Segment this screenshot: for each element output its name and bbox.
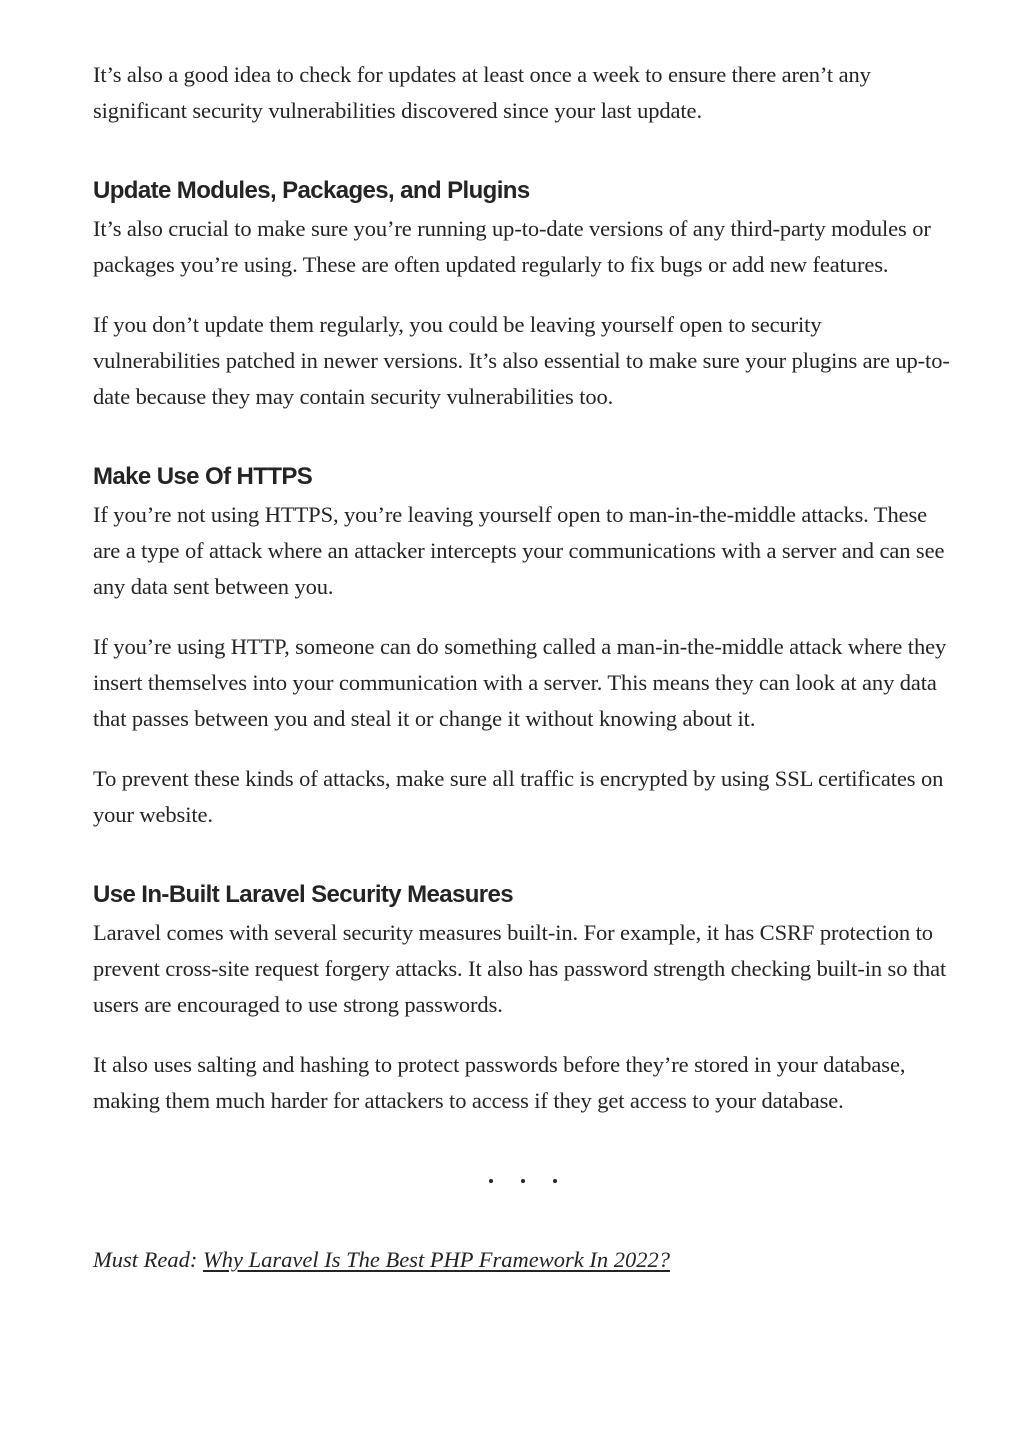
section-heading-laravel-security: Use In-Built Laravel Security Measures [93,881,514,908]
section-paragraph: If you’re using HTTP, someone can do something called a man-in-the-middle attack where they insert themselves into your communication with a server. This means they can look at any data that passes between you and steal it or change it without knowing about it. [93,634,947,731]
must-read-prefix: Must Read: [93,1247,203,1272]
section-heading-https: Make Use Of HTTPS [93,463,313,490]
must-read-link[interactable]: Why Laravel Is The Best PHP Framework In 2022? [202,1247,671,1272]
intro-paragraph: It’s also a good idea to check for updates at least once a week to ensure there aren’t any significant security vulnerabilities discovered since your last update. [93,62,871,123]
separator-dot-icon [553,1179,557,1183]
section-separator [93,1170,953,1200]
section-paragraph: Laravel comes with several security measures built-in. For example, it has CSRF protection to prevent cross-site request forgery attacks. It also has password strength checking built-in so that users are encouraged to use strong passwords. [93,920,947,1017]
section-paragraph: If you’re not using HTTPS, you’re leaving yourself open to man-in-the-middle attacks. These are a type of attack where an attacker intercepts your communications with a server and can see any data sent between you. [93,502,945,599]
section-heading-update-modules: Update Modules, Packages, and Plugins [93,177,530,204]
article-body [93,57,953,1278]
section-paragraph: To prevent these kinds of attacks, make sure all traffic is encrypted by using SSL certificates on your website. [93,766,944,827]
separator-dot-icon [521,1179,525,1183]
section-paragraph: It’s also crucial to make sure you’re running up-to-date versions of any third-party modules or packages you’re using. These are often updated regularly to fix bugs or add new features. [93,216,931,277]
section-paragraph: If you don’t update them regularly, you could be leaving yourself open to security vulnerabilities patched in newer versions. It’s also essential to make sure your plugins are up-to-date because they may contain security vulnerabilities too. [93,312,950,409]
separator-dot-icon [489,1179,493,1183]
section-paragraph: It also uses salting and hashing to protect passwords before they’re stored in your database, making them much harder for attackers to access if they get access to your database. [93,1052,906,1113]
must-read-line [93,1242,953,1278]
